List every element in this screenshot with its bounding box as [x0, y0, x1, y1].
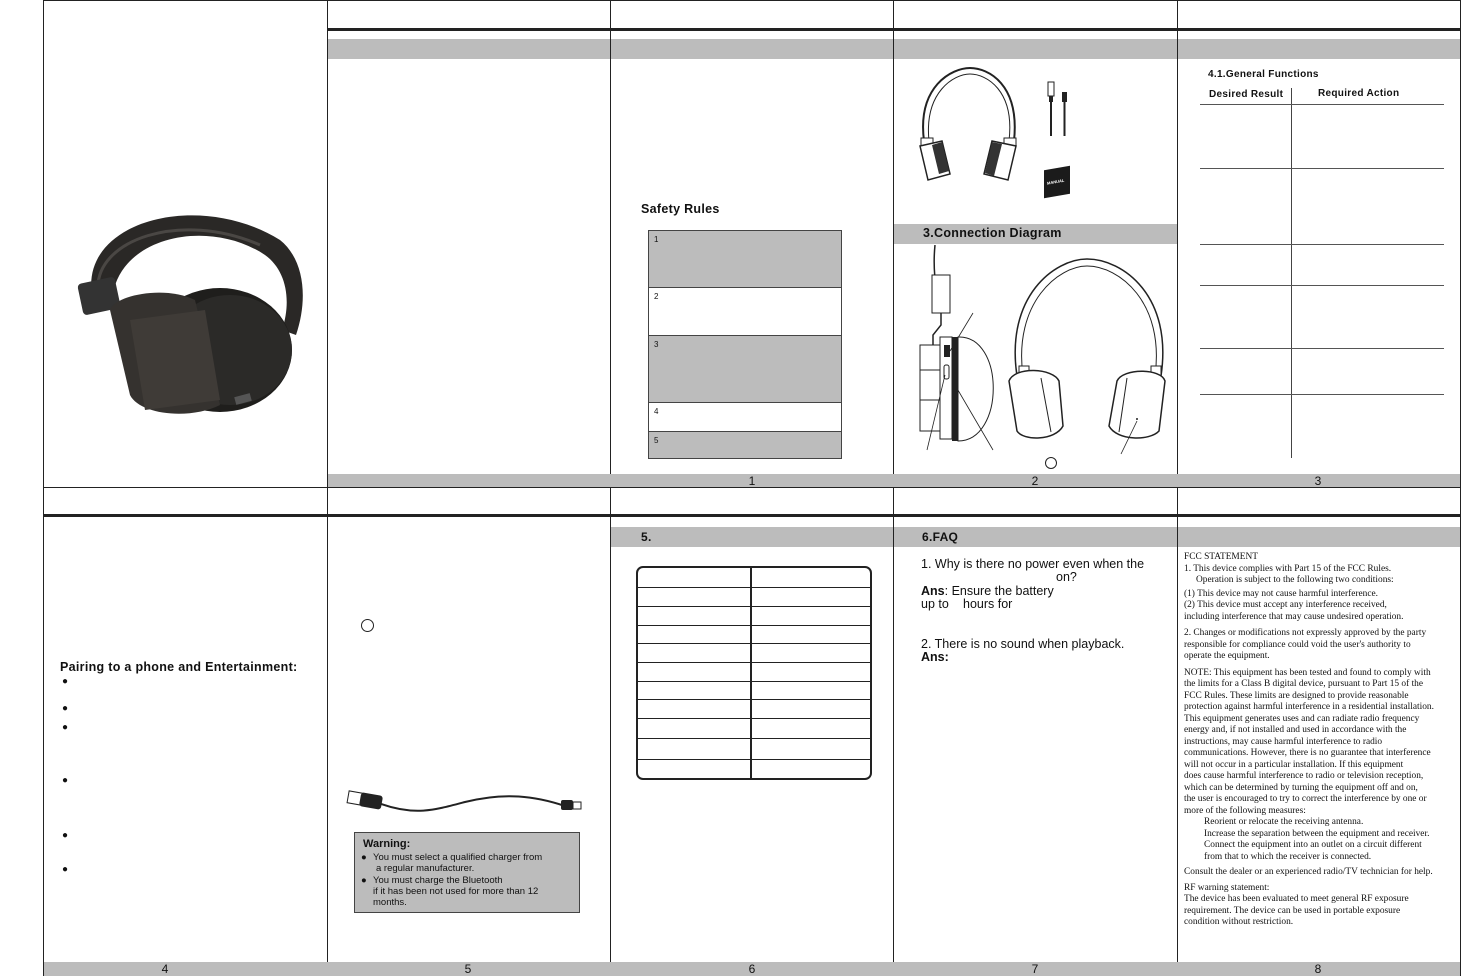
mid-header-rule — [43, 514, 1460, 517]
safety-rule-item — [648, 287, 842, 336]
fcc-text: which can be determined by turning the equipment off and on, — [1184, 782, 1418, 793]
bullet-point: ● — [62, 775, 69, 786]
warning-bullet: ● — [361, 852, 367, 863]
faq-answer: hours for — [963, 597, 1013, 611]
manual-label: MANUAL — [1047, 177, 1065, 186]
connection-diagram-front — [1005, 256, 1175, 456]
page-number: 2 — [1031, 474, 1039, 488]
charging-cable-illustration — [345, 786, 585, 818]
fcc-text: from that to which the receiver is connected. — [1204, 851, 1372, 862]
header-band — [328, 39, 610, 59]
spec-table-rule — [638, 681, 870, 682]
footer-band — [328, 474, 1460, 487]
safety-rule-item — [648, 230, 842, 288]
functions-table-rule — [1200, 394, 1444, 395]
functions-table-rule — [1200, 168, 1444, 169]
faq-question: 1. Why is there no power even when the — [921, 557, 1145, 571]
faq-answer: Ans: — [921, 650, 949, 664]
fcc-text: The device has been evaluated to meet general RF exposure — [1184, 894, 1409, 904]
fcc-text: This equipment generates uses and can radiate radio frequency — [1184, 713, 1420, 724]
pairing-title: Pairing to a phone and Entertainment: — [60, 660, 298, 674]
bullet-point: ● — [62, 722, 69, 733]
top-border — [43, 0, 1460, 1]
header-band — [894, 39, 1177, 59]
bullet-point: ● — [62, 676, 69, 687]
fcc-text: NOTE: This equipment has been tested and found to comply with — [1184, 667, 1431, 678]
fcc-text: (2) This device must accept any interference received, — [1184, 600, 1387, 610]
safety-rule-item — [648, 335, 842, 403]
panel-divider — [610, 0, 611, 976]
fcc-text: does cause harmful interference to radio or television reception, — [1184, 771, 1424, 781]
faq-title: 6.FAQ — [922, 530, 959, 544]
fcc-text: Consult the dealer or an experienced radio/TV technician for help. — [1184, 867, 1433, 877]
fcc-text: (1) This device may not cause harmful interference. — [1184, 588, 1379, 599]
page-number: 7 — [1031, 962, 1039, 976]
fcc-text: communications. However, there is no guarantee that interference — [1184, 748, 1431, 758]
fcc-text: condition without restriction. — [1184, 917, 1294, 927]
fcc-text: will not occur in a particular installation. If this equipment — [1184, 759, 1404, 770]
warning-text: You must select a qualified charger from — [373, 852, 543, 863]
bullet-point: ● — [62, 703, 69, 714]
fcc-text: FCC Rules. These limits are designed to provide reasonable — [1184, 690, 1409, 701]
connection-diagram-title: 3.Connection Diagram — [923, 226, 1062, 240]
faq-answer: up to — [921, 597, 949, 611]
page-number: 1 — [748, 474, 756, 488]
fcc-statement — [1184, 552, 1460, 929]
fcc-text: 2. Changes or modifications not expressly approved by the party — [1184, 628, 1427, 638]
spec-table-rule — [638, 625, 870, 626]
top-header-rule — [327, 28, 1460, 31]
faq-answer — [921, 584, 1054, 598]
warning-text: a regular manufacturer. — [376, 863, 475, 874]
safety-rule-number: 2 — [654, 292, 659, 301]
headphone-photo — [70, 200, 310, 425]
section5-title: 5. — [641, 530, 652, 544]
safety-rule-number: 3 — [654, 340, 659, 349]
warning-text: months. — [373, 897, 407, 908]
fcc-text: 1. This device complies with Part 15 of the FCC Rules. — [1184, 563, 1392, 574]
spec-table-rule — [638, 759, 870, 760]
fcc-band — [1178, 527, 1460, 547]
desired-result-header: Desired Result — [1209, 89, 1284, 100]
page-number: 8 — [1314, 962, 1322, 976]
fcc-text: responsible for compliance could void the user's authority to — [1184, 639, 1411, 650]
spec-table-rule — [638, 606, 870, 607]
warning-text: You must charge the Bluetooth — [373, 875, 503, 886]
functions-table-rule — [1200, 104, 1444, 105]
warning-text: if it has been not used for more than 12 — [373, 886, 539, 897]
indicator-circle-icon — [1045, 457, 1057, 469]
fcc-text: requirement. The device can be used in portable exposure — [1184, 905, 1401, 916]
manual-booklet-icon — [1044, 166, 1070, 199]
spec-table-rule — [638, 643, 870, 644]
panel-divider — [893, 0, 894, 976]
fcc-text: Operation is subject to the following two conditions: — [1196, 575, 1394, 585]
section5-band — [611, 527, 893, 547]
bullet-point: ● — [62, 830, 69, 841]
fcc-text: Reorient or relocate the receiving antenna. — [1204, 817, 1364, 827]
functions-table-column-divider — [1291, 88, 1292, 458]
functions-table-rule — [1200, 244, 1444, 245]
headphone-illustration — [912, 66, 1024, 184]
page-number: 5 — [464, 962, 472, 976]
fcc-text: RF warning statement: — [1184, 882, 1270, 893]
fcc-text: Connect the equipment into an outlet on a circuit different — [1204, 840, 1422, 850]
warning-item — [361, 852, 577, 874]
page-number: 3 — [1314, 474, 1322, 488]
safety-rules-title: Safety Rules — [641, 202, 720, 216]
faq-question: on? — [1056, 570, 1077, 584]
spec-table-column-divider — [750, 568, 752, 778]
fcc-text: more of the following measures: — [1184, 805, 1306, 816]
functions-table-rule — [1200, 348, 1444, 349]
header-band — [1178, 39, 1460, 59]
bullet-point: ● — [62, 864, 69, 875]
fcc-text: the limits for a Class B digital device, pursuant to Part 15 of the — [1184, 679, 1424, 689]
fcc-text: protection against harmful interference in a residential installation. — [1184, 702, 1434, 712]
warning-title: Warning: — [363, 838, 411, 850]
fcc-text: Increase the separation between the equipment and receiver. — [1204, 828, 1430, 839]
fcc-text: including interference that may cause undesired operation. — [1184, 611, 1404, 622]
spec-table-rule — [638, 738, 870, 739]
fcc-title: FCC STATEMENT — [1184, 552, 1258, 562]
spec-table-rule — [638, 587, 870, 588]
panel-divider — [1177, 0, 1178, 976]
spec-table — [636, 566, 872, 780]
page-number: 6 — [748, 962, 756, 976]
panel-divider — [43, 0, 44, 976]
functions-table-rule — [1200, 285, 1444, 286]
connection-diagram-side — [915, 245, 1005, 455]
required-action-header: Required Action — [1318, 88, 1400, 99]
panel-divider — [327, 0, 328, 976]
fcc-text: energy and, if not installed and used in accordance with the — [1184, 725, 1407, 735]
safety-rule-number: 5 — [654, 436, 659, 445]
spec-table-rule — [638, 662, 870, 663]
spec-table-rule — [638, 718, 870, 719]
warning-item — [361, 875, 577, 908]
fcc-text: operate the equipment. — [1184, 651, 1270, 661]
safety-rule-number: 1 — [654, 235, 659, 244]
fcc-text: the user is encouraged to try to correct the interference by one or — [1184, 794, 1427, 804]
fcc-text: instructions, may cause harmful interference to radio — [1184, 736, 1383, 747]
faq-answer-text: : Ensure the battery — [944, 584, 1054, 598]
faq-question: 2. There is no sound when playback. — [921, 637, 1125, 651]
faq-answer-label: Ans — [921, 584, 945, 598]
header-band — [611, 39, 893, 59]
warning-bullet: ● — [361, 875, 367, 886]
warning-box — [354, 832, 580, 913]
safety-rule-item — [648, 402, 842, 432]
safety-rule-number: 4 — [654, 407, 659, 416]
safety-rule-item — [648, 431, 842, 459]
spec-table-rule — [638, 699, 870, 700]
indicator-circle-icon — [361, 619, 374, 632]
general-functions-title: 4.1.General Functions — [1208, 69, 1319, 80]
page-number: 4 — [161, 962, 169, 976]
usb-cable-icon — [1045, 80, 1075, 138]
